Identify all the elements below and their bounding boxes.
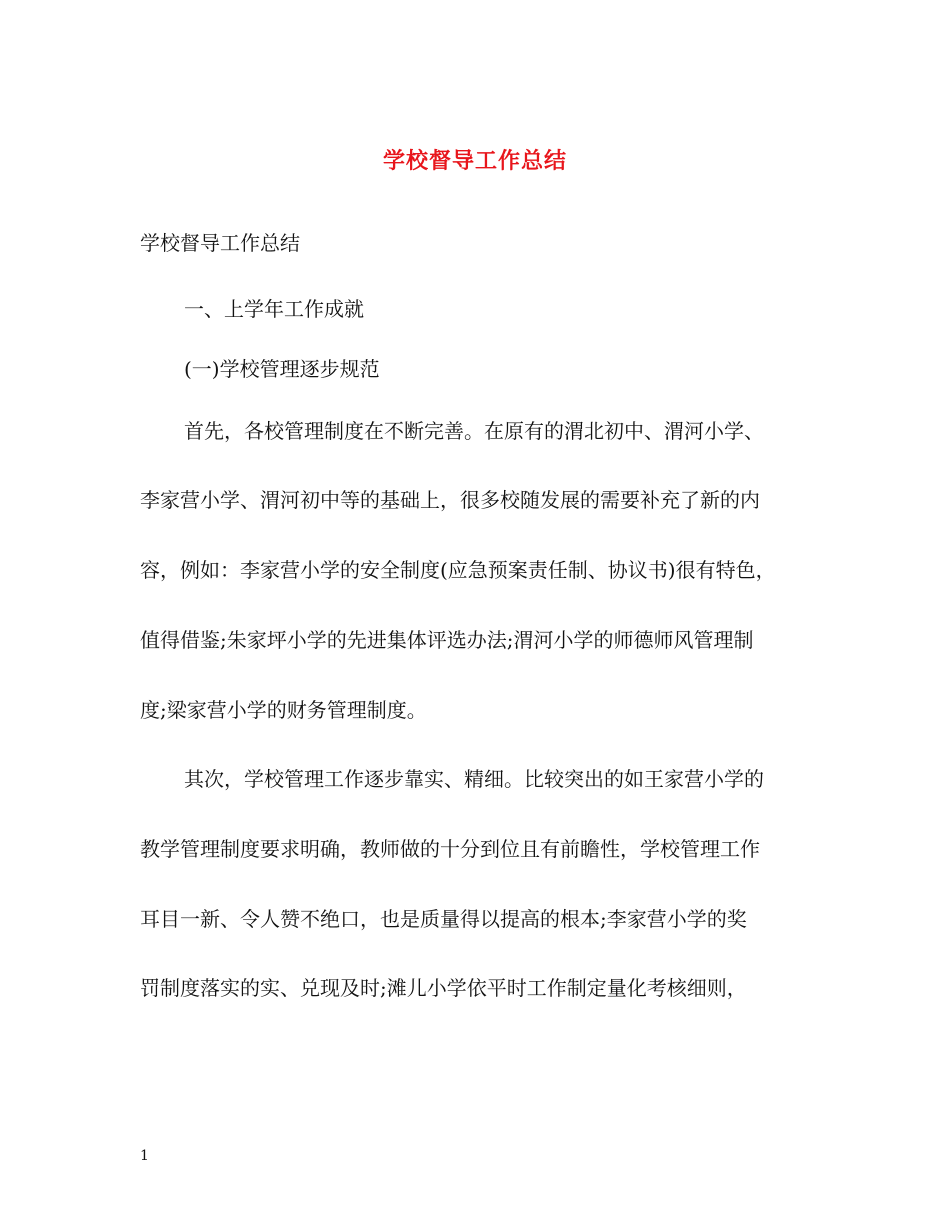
- section-heading: 一、上学年工作成就: [184, 297, 364, 321]
- paragraph-line: 值得借鉴;朱家坪小学的先进集体评选办法;渭河小学的师德师风管理制: [140, 628, 754, 652]
- page-number: 1: [140, 1148, 149, 1164]
- document-title: 学校督导工作总结: [382, 148, 567, 174]
- paragraph-line: 度;梁家营小学的财务管理制度。: [140, 698, 427, 722]
- paragraph-line: 罚制度落实的实、兑现及时;滩儿小学依平时工作制定量化考核细则，: [140, 976, 747, 1000]
- body-subtitle: 学校督导工作总结: [140, 231, 300, 255]
- paragraph-line: 容，例如：李家营小学的安全制度(应急预案责任制、协议书)很有特色，: [140, 558, 776, 582]
- subsection-heading: (一)学校管理逐步规范: [184, 357, 380, 381]
- paragraph-line: 教学管理制度要求明确，教师做的十分到位且有前瞻性，学校管理工作: [140, 837, 760, 861]
- paragraph-line: 其次，学校管理工作逐步靠实、精细。比较突出的如王家营小学的: [184, 767, 764, 791]
- paragraph-line: 李家营小学、渭河初中等的基础上，很多校随发展的需要补充了新的内: [140, 488, 760, 512]
- paragraph-line: 耳目一新、令人赞不绝口，也是质量得以提高的根本;李家营小学的奖: [140, 907, 747, 931]
- paragraph-line: 首先，各校管理制度在不断完善。在原有的渭北初中、渭河小学、: [184, 419, 764, 443]
